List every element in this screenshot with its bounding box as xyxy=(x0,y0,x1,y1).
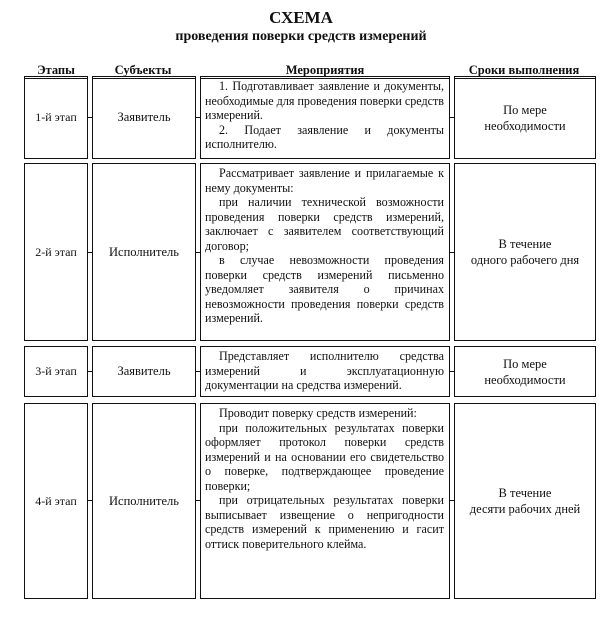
stage-label: 4-й этап xyxy=(24,403,88,599)
stage-label: 3-й этап xyxy=(24,346,88,397)
deadline-line: одного рабочего дня xyxy=(470,253,580,267)
deadline-cell xyxy=(454,403,596,599)
header-activities: Мероприятия xyxy=(285,63,365,77)
deadline-line: необходимости xyxy=(484,372,566,387)
stage-label: 1-й этап xyxy=(24,76,88,159)
page-title: СХЕМА xyxy=(269,8,333,27)
activity-text: Рассматривает заявление и прилагаемые к нему документы: xyxy=(205,166,444,195)
subject-cell: Исполнитель xyxy=(92,163,196,341)
activity-text: при положительных результатах поверки оформляет протокол поверки средств измерений и на основании его свидетельство о поверке, подтверждающее проведение поверки; xyxy=(205,420,444,493)
activities-cell xyxy=(200,76,450,159)
page-subtitle: проведения поверки средств измерений xyxy=(175,29,427,44)
activity-text: при наличии технической возможности проведения поверки средств измерений, заключает с заявителем соответствующий договор; xyxy=(205,195,444,253)
activity-text: при отрицательных результатах поверки выписывает извещение о непригодности средств измерений к применению и гасит оттиск поверительного клейма. xyxy=(205,493,444,551)
activities-cell xyxy=(200,346,450,397)
activities-cell xyxy=(200,163,450,341)
deadline-line: По мере xyxy=(503,102,547,117)
stage-label: 2-й этап xyxy=(24,163,88,341)
deadline-line: В течение xyxy=(498,237,552,251)
deadline-cell xyxy=(454,163,596,341)
deadline-line: необходимости xyxy=(484,118,566,133)
deadline-cell xyxy=(454,76,596,159)
subject-cell: Заявитель xyxy=(92,76,196,159)
activity-text: в случае невозможности проведения поверки средств измерений письменно уведомляет заявителя о причинах невозможности проведения поверки средств измерений. xyxy=(205,253,444,325)
activity-text: 1. Подготавливает заявление и документы, необходимые для проведения поверки средств измерений. xyxy=(205,79,444,122)
subject-cell: Исполнитель xyxy=(92,403,196,599)
activity-text: 2. Подает заявление и документы исполнителю. xyxy=(205,122,444,151)
activity-text: Представляет исполнителю средства измерений и эксплуатационную документации на средства измерений. xyxy=(205,349,444,392)
activity-text: Проводит поверку средств измерений: xyxy=(219,406,417,420)
header-deadlines: Сроки выполнения xyxy=(468,63,580,77)
deadline-line: В течение xyxy=(498,486,552,500)
deadline-line: десяти рабочих дней xyxy=(469,502,581,516)
deadline-cell xyxy=(454,346,596,397)
deadline-line: По мере xyxy=(503,356,547,371)
header-stages: Этапы xyxy=(37,63,75,77)
header-subjects: Субъекты xyxy=(114,63,172,77)
activities-cell xyxy=(200,403,450,599)
subject-cell: Заявитель xyxy=(92,346,196,397)
